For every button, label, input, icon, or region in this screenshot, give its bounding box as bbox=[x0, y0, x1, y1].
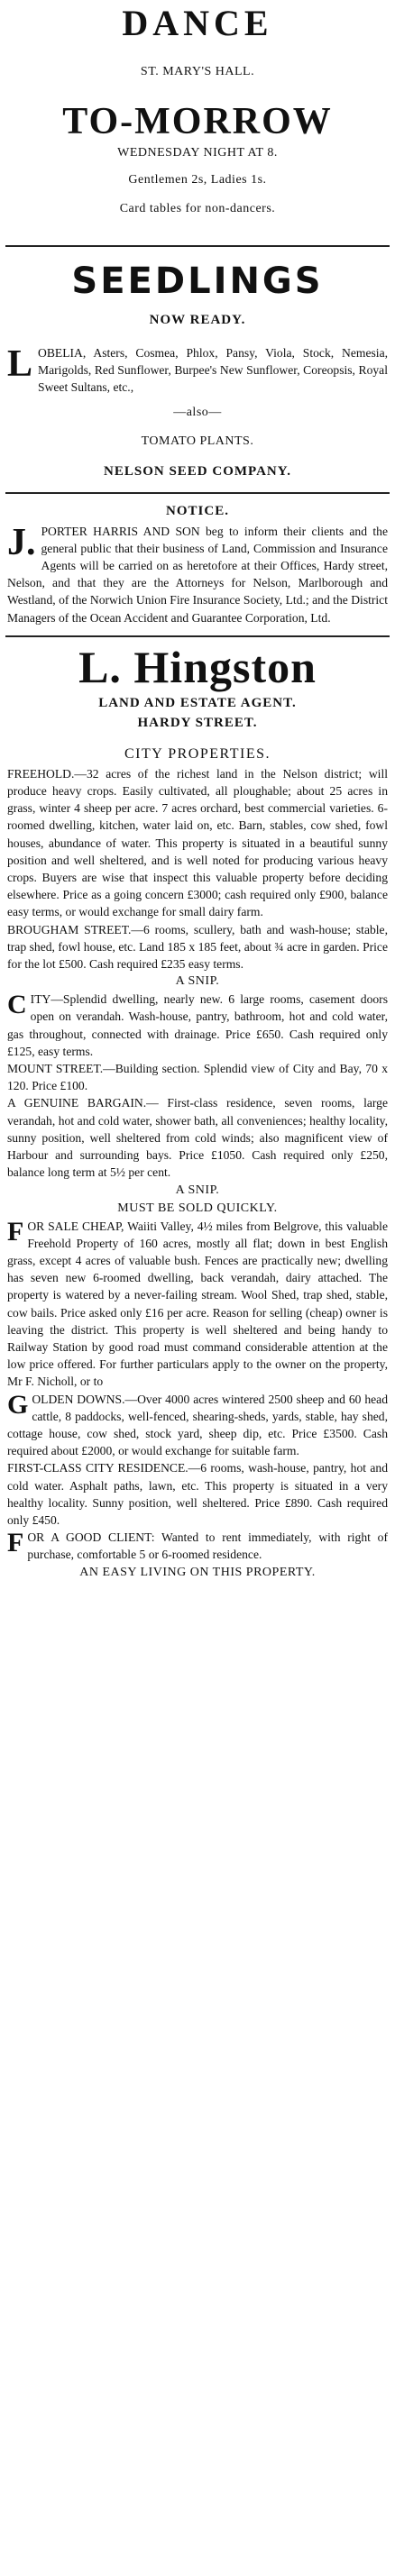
hingston-advert bbox=[0, 641, 395, 1582]
notice-text: PORTER HARRIS AND SON beg to inform their clients and the general public that their business of Land, Commission and Insurance Agents will be carried on as heretofore at their Offices, Hardy street, Nelson, and that they are the Attorneys for Nelson, Marlborough and Westland, of the Norwich Union Fire Insurance Society, Ltd.; and the District Managers of the Ocean Accident and Guarantee Corporation, Ltd. bbox=[7, 524, 388, 625]
listing-first-class: FIRST-CLASS CITY RESIDENCE.—6 rooms, wash-house, pantry, hot and cold water. Asphalt paths, lawn, etc. This property is situated in a very healthy locality. Sunny position, well sheltered. Price £890. Cash required only £450. bbox=[7, 1461, 388, 1527]
listing-bargain: A GENUINE BARGAIN.— First-class residence, seven rooms, large verandah, hot and cold water, shower bath, all conveniences; healthy locality, sunny position, well sheltered from cold winds; also magnificent view of Harbour and surrounding bays. Price £1050. Cash required only £250, balance long term at 5½ per cent. bbox=[7, 1096, 388, 1180]
notice-dropcap: J. bbox=[7, 521, 36, 563]
listing-city bbox=[0, 991, 395, 1060]
seedlings-advert bbox=[0, 260, 395, 481]
hingston-role: LAND AND ESTATE AGENT. bbox=[98, 695, 297, 710]
notice-advert bbox=[0, 501, 395, 626]
client-dropcap: F bbox=[7, 1528, 24, 1558]
dance-advert bbox=[0, 0, 395, 218]
footer-heading: AN EASY LIVING ON THIS PROPERTY. bbox=[79, 1565, 316, 1579]
sold-heading: MUST BE SOLD QUICKLY. bbox=[117, 1201, 278, 1215]
golden-text: OLDEN DOWNS.—Over 4000 acres wintered 2500 sheep and 60 head cattle, 8 paddocks, well-fenced, shearing-sheds, yards, stable, hay shed, cottage house, cow shed, stock yard, sheep dip, etc. Price £3500. Cash required about £2000, or would exchange for suitable farm. bbox=[7, 1392, 388, 1458]
snip-heading: A SNIP. bbox=[175, 974, 220, 989]
seedlings-dropcap: L bbox=[7, 343, 33, 385]
seedlings-company: NELSON SEED COMPANY. bbox=[104, 463, 291, 479]
hingston-title: L. Hingston bbox=[78, 641, 317, 692]
listing-freehold: FREEHOLD.—32 acres of the richest land in the Nelson district; will produce heavy crops. Easily cultivated, all ploughable; about 25 acres in grass, winter 4 sheep per acre. 7 acres orchard, best commercial varieties. 6-roomed dwelling, kitchen, water laid on, etc. Barn, stables, cow shed, fowl houses, abundance of water. This property is situated in a beautiful sunny position and well sheltered, and is well noted for producing various heavy crops. Buyers are wise that inspect this valuable property before deciding elsewhere. Price as a going concern £3000; cash required only £900, balance easy terms, or would exchange for small dairy farm. bbox=[7, 766, 388, 919]
listing-brougham: BROUGHAM STREET.—6 rooms, scullery, bath and wash-house; stable, trap shed, fowl house, etc. Land 185 x 185 feet, about ¾ acre in garden. Price for the lot £500. Cash required £235 easy terms. bbox=[7, 922, 388, 972]
seedlings-tomato: TOMATO PLANTS. bbox=[141, 434, 254, 448]
seedlings-title: SEEDLINGS bbox=[71, 260, 324, 302]
client-text: OR A GOOD CLIENT: Wanted to rent immediately, with right of purchase, comfortable 5 or 6-roomed residence. bbox=[27, 1530, 388, 1562]
seedlings-list: OBELIA, Asters, Cosmea, Phlox, Pansy, Viola, Stock, Nemesia, Marigolds, Red Sunflower, Burpee's New Sunflower, Coreopsis, Royal Sweet Sultans, etc., bbox=[38, 346, 388, 395]
hingston-section: CITY PROPERTIES. bbox=[124, 745, 271, 762]
seedlings-body bbox=[0, 344, 395, 397]
seedlings-status: NOW READY. bbox=[149, 313, 246, 327]
city-dropcap: C bbox=[7, 990, 27, 1020]
dance-prices: Gentlemen 2s, Ladies 1s. bbox=[128, 173, 267, 187]
listing-mount-street: MOUNT STREET.—Building section. Splendid view of City and Bay, 70 x 120. Price £100. bbox=[7, 1062, 388, 1093]
waiiti-text: OR SALE CHEAP, Waiiti Valley, 4½ miles from Belgrove, this valuable Freehold Property of 160 acres, mostly all flat; down in best English grass, except 4 acres of valuable bush. Fences are practically new; dwelling has seven new 6-roomed dwelling, back verandah, dairy attached. The property is watered by a never-failing stream. Wool Shed, trap shed, stable, cow bails. Price asked only £16 per acre. Reason for selling (cheap) owner is leaving the district. This property is well sheltered and being handy to Railway Station by good road must command considerable attention at the low price offered. For further particulars apply to the owner on the property, Mr F. Nicholl, or to bbox=[7, 1219, 388, 1389]
notice-title: NOTICE. bbox=[166, 503, 229, 518]
dance-tables: Card tables for non-dancers. bbox=[119, 202, 276, 215]
waiiti-dropcap: F bbox=[7, 1216, 24, 1247]
dance-venue: ST. MARY'S HALL. bbox=[140, 65, 255, 78]
dance-title: DANCE bbox=[122, 3, 273, 43]
hingston-street: HARDY STREET. bbox=[137, 715, 258, 730]
seedlings-also: —also— bbox=[173, 405, 222, 419]
listing-good-client bbox=[0, 1529, 395, 1563]
listing-waiiti bbox=[0, 1218, 395, 1391]
listing-golden-downs bbox=[0, 1391, 395, 1460]
dance-when: TO-MORROW bbox=[62, 101, 333, 142]
snip-heading: A SNIP. bbox=[175, 1183, 220, 1197]
notice-body bbox=[0, 523, 395, 626]
golden-dropcap: G bbox=[7, 1389, 29, 1420]
city-text: ITY—Splendid dwelling, nearly new. 6 large rooms, casement doors open on verandah. Wash-house, pantry, bathroom, hot and cold water, gas throughout, connected with drainage. Price £650. Cash required only £125, easy terms. bbox=[7, 992, 388, 1058]
dance-time: WEDNESDAY NIGHT AT 8. bbox=[117, 146, 278, 160]
